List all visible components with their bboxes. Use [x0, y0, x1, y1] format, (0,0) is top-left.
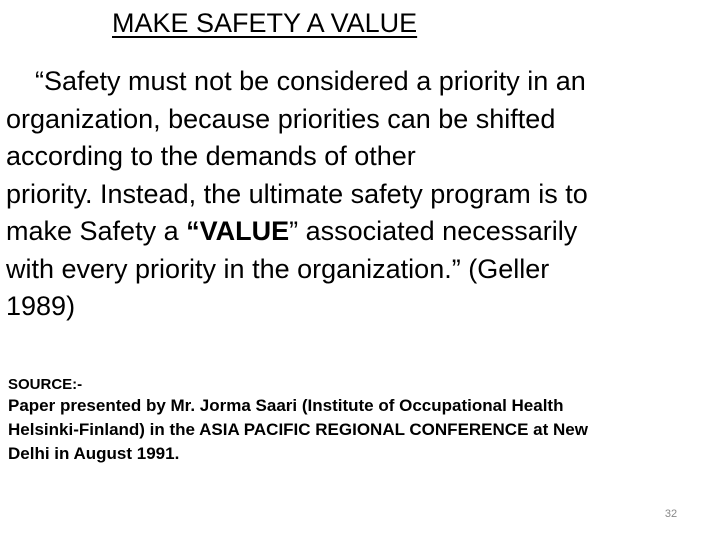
page-number: 32	[664, 508, 678, 520]
quote-text: make Safety a	[6, 216, 187, 246]
quote-line: with every priority in the organization.” (Geller	[6, 253, 550, 284]
quote-line-value	[6, 213, 718, 251]
source-line: Paper presented by Mr. Jorma Saari (Institute of Occupational Health	[8, 396, 564, 415]
quote-line: according to the demands of other	[6, 141, 416, 171]
quote-text: ” associated necessarily	[289, 216, 578, 246]
slide-title: MAKE SAFETY A VALUE	[112, 8, 418, 38]
quote-block	[6, 63, 718, 326]
quote-line: 1989)	[6, 291, 76, 321]
quote-line: priority. Instead, the ultimate safety program is to	[6, 178, 588, 209]
source-heading: SOURCE:-	[8, 376, 83, 393]
quote-line: “Safety must not be considered a priority in an	[35, 66, 586, 96]
source-line: Helsinki-Finland) in the ASIA PACIFIC REGIONAL CONFERENCE at New	[8, 420, 588, 439]
source-line: Delhi in August 1991.	[8, 444, 180, 463]
value-emphasis: “VALUE	[186, 216, 290, 246]
quote-line: organization, because priorities can be shifted	[6, 103, 556, 134]
source-block	[8, 375, 708, 466]
